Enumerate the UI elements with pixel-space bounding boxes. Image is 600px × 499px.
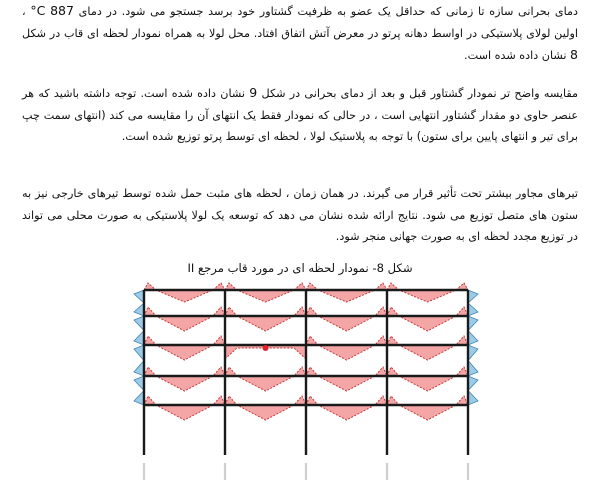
beam-moment-shape (225, 283, 306, 302)
paragraph-1-text-a: دمای بحرانی سازه تا زمانی که حداقل یک عضو به ظرفیت گشتاور خود برسد جستجو می شود. در دمای (78, 5, 578, 18)
beam-moment-shape (387, 307, 468, 331)
temperature-unit: C° (30, 3, 46, 18)
column-moment-shape (468, 345, 478, 361)
beam-moment-shape (387, 336, 468, 360)
column-moment-shape (134, 316, 144, 331)
beam-moment-shape (306, 307, 387, 331)
beam-moment-shape (387, 283, 468, 302)
column-moment-shape (134, 331, 144, 346)
column-moment-shape (134, 376, 144, 391)
column-moment-shape (468, 290, 478, 303)
paragraph-3-text: تیرهای مجاور بیشتر تحت تأثیر قرار می گیرند. در همان زمان ، لحظه های مثبت حمل شده توسط تیرهای خارجی نیز به ستون های متصل توزیع می شود. نتایج ارائه شده نشان می دهد که توسعه یک لولا پلاستیکی به صورت محلی می تواند در توزیع مجدد لحظه ای به صورت جهانی منجر شود. (22, 187, 578, 243)
column-moment-shape (468, 316, 478, 331)
paragraph-2-text-a: مقایسه واضح تر نمودار گشتاور قبل و بعد از دمای بحرانی در شکل (261, 87, 579, 100)
column-moment-shape (134, 303, 144, 316)
beam-moment-shape (387, 396, 468, 420)
caption-text: نمودار لحظه ای در مورد قاب مرجع II (187, 261, 369, 275)
column-moment-shape (134, 345, 144, 361)
column-moment-shape (468, 331, 478, 346)
column-moment-shape (134, 391, 144, 406)
beam-moment-shape (144, 396, 225, 420)
column-moment-shape (468, 303, 478, 316)
beam-moment-shape (144, 336, 225, 360)
caption-number: 8- (372, 261, 384, 275)
beam-moment-shape (225, 367, 306, 391)
beam-moment-shape (387, 367, 468, 391)
beam-moment-shape (306, 283, 387, 302)
paragraph-1-text-b: ، اولین لولای پلاستیکی در اواسط دهانه پرتو در معرض آتش اتفاق افتاد. محل لولا به همراه نمودار لحظه ای قاب در شکل (22, 5, 578, 40)
critical-temperature-value: 887 (50, 3, 74, 18)
beam-moment-shape (144, 283, 225, 302)
column-moment-shape (134, 290, 144, 303)
beam-moment-shape (306, 336, 387, 360)
figure-reference-9: 9 (249, 85, 258, 100)
beam-moment-shape (306, 396, 387, 420)
column-moment-shape (468, 361, 478, 377)
beam-moment-shape (306, 367, 387, 391)
column-moment-shape (468, 376, 478, 391)
caption-prefix: شکل (387, 261, 413, 275)
beam-moment-shape (225, 307, 306, 331)
figure-reference-8: 8 (570, 47, 578, 62)
plastic-hinge-marker (263, 345, 269, 351)
paragraph-2-text-b: نشان داده شده است. توجه داشته باشید که هر عنصر حاوی دو مقدار گشتاور انتهایی است ، در حالی که نمودار فقط یک انتهای آن را مقایسه می کند (انتهای سمت چپ برای تیر و انتهای پایین برای ستون) با توجه به پلاستیک لولا ، لحظه ای توسط پرتو توزیع شده است. (22, 87, 578, 143)
beam-moment-shape (144, 307, 225, 331)
column-moment-shape (134, 361, 144, 377)
beam-moment-shape (144, 367, 225, 391)
column-moment-shape (468, 391, 478, 406)
paragraph-1-text-c: نشان داده شده است. (464, 49, 567, 62)
beam-moment-shape (225, 396, 306, 420)
